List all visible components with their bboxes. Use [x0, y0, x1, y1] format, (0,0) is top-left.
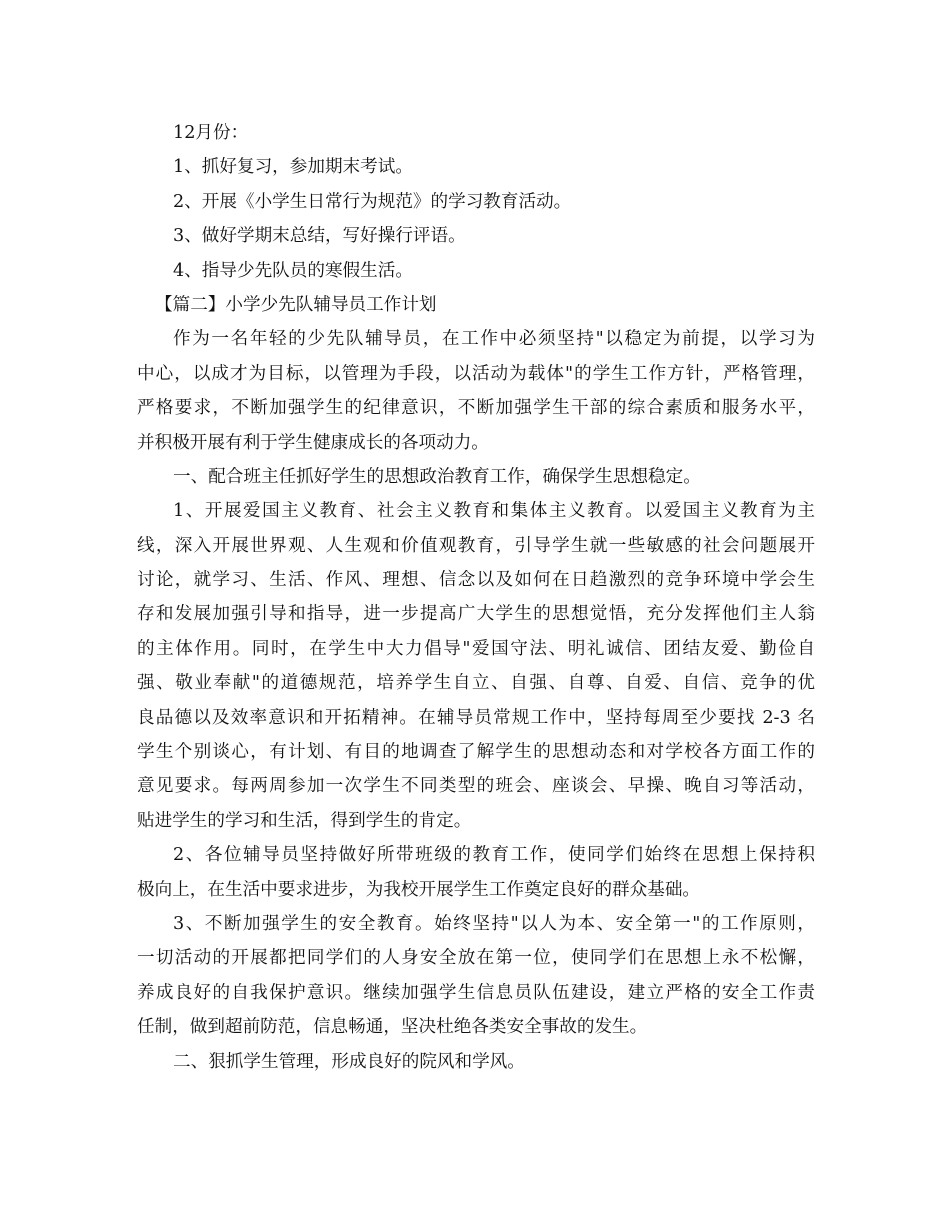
paragraph-line: 中心，以成才为目标，以管理为手段，以活动为载体"的学生工作方针，严格管理， — [137, 363, 815, 384]
paragraph-line: 一切活动的开展都把同学们的人身安全放在第一位，使同学们在思想上永不松懈， — [137, 948, 815, 969]
paragraph-line: 意见要求。每两周参加一次学生不同类型的班会、座谈会、早操、晚自习等活动， — [137, 776, 815, 797]
subsection-heading: 二、狠抓学生管理，形成良好的院风和学风。 — [173, 1051, 525, 1072]
paragraph-line: 存和发展加强引导和指导，进一步提高广大学生的思想觉悟，充分发挥他们主人翁 — [137, 604, 815, 625]
paragraph-line: 讨论，就学习、生活、作风、理想、信念以及如何在日趋激烈的竞争环境中学会生 — [137, 570, 815, 591]
paragraph-line: 2、各位辅导员坚持做好所带班级的教育工作，使同学们始终在思想上保持积 — [173, 845, 815, 866]
paragraph-line: 学生个别谈心，有计划、有目的地调查了解学生的思想动态和对学校各方面工作的 — [137, 742, 815, 763]
paragraph-line: 严格要求，不断加强学生的纪律意识，不断加强学生干部的综合素质和服务水平， — [137, 398, 815, 419]
list-item: 2、开展《小学生日常行为规范》的学习教育活动。 — [173, 191, 572, 212]
paragraph-line: 养成良好的自我保护意识。继续加强学生信息员队伍建设，建立严格的安全工作责 — [137, 982, 815, 1003]
paragraph-line: 作为一名年轻的少先队辅导员，在工作中必须坚持"以稳定为前提，以学习为 — [173, 329, 815, 350]
paragraph-line: 3、不断加强学生的安全教育。始终坚持"以人为本、安全第一"的工作原则， — [173, 913, 815, 934]
section-title: 【篇二】小学少先队辅导员工作计划 — [155, 294, 437, 315]
paragraph-line: 任制，做到超前防范，信息畅通，坚决杜绝各类安全事故的发生。 — [137, 1017, 648, 1038]
paragraph-line: 的主体作用。同时，在学生中大力倡导"爱国守法、明礼诚信、团结友爱、勤俭自 — [137, 638, 815, 659]
document-body — [137, 116, 815, 1079]
paragraph-line: 贴进学生的学习和生活，得到学生的肯定。 — [137, 810, 472, 831]
paragraph-line: 线，深入开展世界观、人生观和价值观教育，引导学生就一些敏感的社会问题展开 — [137, 535, 815, 556]
list-item: 4、指导少先队员的寒假生活。 — [173, 260, 413, 281]
paragraph-line: 1、开展爱国主义教育、社会主义教育和集体主义教育。以爱国主义教育为主 — [173, 501, 815, 522]
list-item: 1、抓好复习，参加期末考试。 — [173, 157, 413, 178]
paragraph-line: 并积极开展有利于学生健康成长的各项动力。 — [137, 432, 489, 453]
month-heading: 12月份： — [173, 123, 249, 143]
list-item: 3、做好学期末总结，写好操行评语。 — [173, 226, 466, 247]
paragraph-line: 良品德以及效率意识和开拓精神。在辅导员常规工作中，坚持每周至少要找 2-3 名 — [137, 707, 815, 728]
subsection-heading: 一、配合班主任抓好学生的思想政治教育工作，确保学生思想稳定。 — [173, 466, 701, 487]
paragraph-line: 强、敬业奉献"的道德规范，培养学生自立、自强、自尊、自爱、自信、竞争的优 — [137, 673, 815, 694]
paragraph-line: 极向上，在生活中要求进步，为我校开展学生工作奠定良好的群众基础。 — [137, 879, 701, 900]
